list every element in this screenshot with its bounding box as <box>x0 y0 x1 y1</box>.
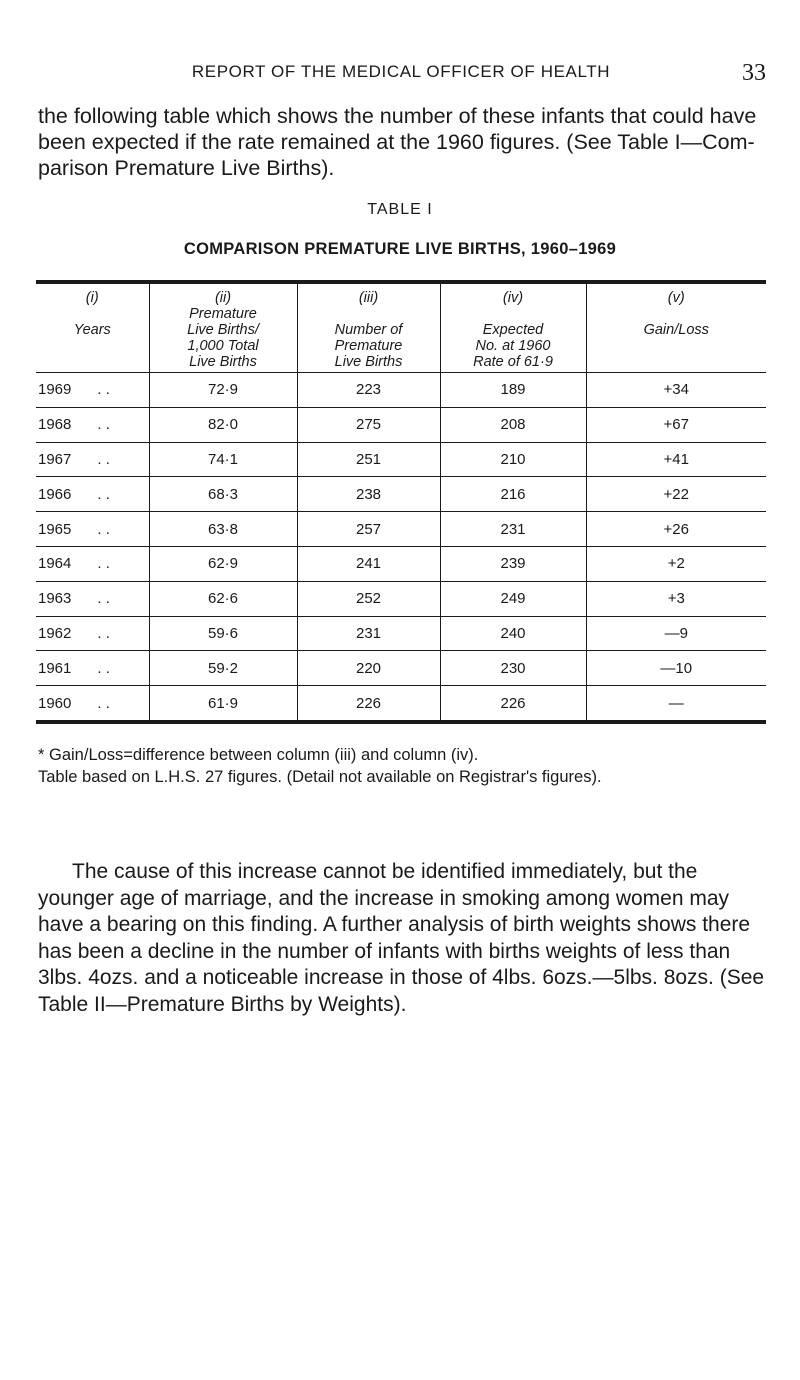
table-cell: 226 <box>297 686 440 722</box>
table-row <box>36 686 766 722</box>
table-row <box>36 407 766 442</box>
leader-dots: . . <box>97 416 110 434</box>
intro-paragraph: the following table which shows the number of these infants that could have been expected if the rate remained at the 1960 figures. (See Table I—Com-parison Premature Live Births). <box>38 104 757 180</box>
leader-dots: . . <box>97 520 110 538</box>
table-cell: +34 <box>586 373 766 408</box>
table-cell: 275 <box>297 407 440 442</box>
table-row <box>36 546 766 581</box>
column-header-gain-loss <box>586 282 766 373</box>
table-row <box>36 373 766 408</box>
table-row <box>36 651 766 686</box>
year-value: 1960 <box>38 694 72 712</box>
table-cell: 226 <box>440 686 586 722</box>
table-cell: 239 <box>440 546 586 581</box>
year-value: 1968 <box>38 416 72 434</box>
table-row <box>36 616 766 651</box>
table-cell: 223 <box>297 373 440 408</box>
table-cell: +2 <box>586 546 766 581</box>
year-cell <box>36 477 149 512</box>
year-cell <box>36 581 149 616</box>
column-header-years <box>36 282 149 373</box>
column-label: Number of Premature Live Births <box>334 322 403 370</box>
comparison-table <box>36 280 766 724</box>
year-cell <box>36 512 149 547</box>
table-cell: 231 <box>440 512 586 547</box>
table-cell: 216 <box>440 477 586 512</box>
year-value: 1964 <box>38 555 72 573</box>
table-cell: 72·9 <box>149 373 297 408</box>
year-value: 1965 <box>38 520 72 538</box>
year-value: 1961 <box>38 659 72 677</box>
table-cell: 241 <box>297 546 440 581</box>
column-number: (iii) <box>358 290 379 306</box>
table-body <box>36 373 766 722</box>
table-cell: 220 <box>297 651 440 686</box>
table-cell: 62·9 <box>149 546 297 581</box>
table-footnotes <box>38 744 766 788</box>
table-cell: 62·6 <box>149 581 297 616</box>
leader-dots: . . <box>97 694 110 712</box>
table-cell: 249 <box>440 581 586 616</box>
table-cell: +3 <box>586 581 766 616</box>
year-value: 1967 <box>38 450 72 468</box>
footnote-source: Table based on L.H.S. 27 figures. (Detail not available on Registrar's figures). <box>38 768 602 786</box>
table-row <box>36 581 766 616</box>
year-cell <box>36 651 149 686</box>
year-cell <box>36 407 149 442</box>
table-cell: 189 <box>440 373 586 408</box>
column-number: (i) <box>85 290 99 306</box>
year-cell <box>36 686 149 722</box>
closing-paragraph: The cause of this increase cannot be identified immediately, but the younger age of marriage, and the increase in smoking among women may have a bearing on this finding. A further analysis of birth weights shows there has been a decline in the number of infants with births weights of less than 3lbs. 4ozs. and a noticeable increase in those of 4lbs. 6ozs.—5lbs. 8ozs. (See Table II—Premature Births by Weights). <box>38 860 765 1016</box>
table-row <box>36 512 766 547</box>
leader-dots: . . <box>97 590 110 608</box>
year-value: 1963 <box>38 590 72 608</box>
year-value: 1966 <box>38 485 72 503</box>
table-header-row <box>36 282 766 373</box>
year-cell <box>36 616 149 651</box>
table-cell: 63·8 <box>149 512 297 547</box>
table-row <box>36 477 766 512</box>
table-cell: 82·0 <box>149 407 297 442</box>
table-cell: +26 <box>586 512 766 547</box>
year-value: 1962 <box>38 624 72 642</box>
table-cell: +67 <box>586 407 766 442</box>
leader-dots: . . <box>97 659 110 677</box>
table-title: TABLE I <box>367 201 433 218</box>
table-cell: 68·3 <box>149 477 297 512</box>
column-label: Years <box>73 322 111 338</box>
table-subtitle: COMPARISON PREMATURE LIVE BIRTHS, 1960–1969 <box>183 240 617 258</box>
table-cell: +22 <box>586 477 766 512</box>
table-cell: 252 <box>297 581 440 616</box>
column-number: (v) <box>667 290 685 306</box>
column-number: (iv) <box>502 290 524 306</box>
column-label: Gain/Loss <box>643 322 709 338</box>
leader-dots: . . <box>97 555 110 573</box>
column-label: Premature Live Births/ 1,000 Total Live Births <box>187 306 259 370</box>
table-cell: 61·9 <box>149 686 297 722</box>
running-head: REPORT OF THE MEDICAL OFFICER OF HEALTH <box>191 62 611 81</box>
table-row <box>36 442 766 477</box>
column-header-expected <box>440 282 586 373</box>
column-header-premature-rate <box>149 282 297 373</box>
comparison-table-container <box>36 280 766 724</box>
year-value: 1969 <box>38 381 72 399</box>
page-number: 33 <box>742 60 766 86</box>
table-cell: 257 <box>297 512 440 547</box>
table-cell: 231 <box>297 616 440 651</box>
table-cell: +41 <box>586 442 766 477</box>
footnote-gain-loss: * Gain/Loss=difference between column (iii) and column (iv). <box>38 746 479 764</box>
table-cell: 230 <box>440 651 586 686</box>
table-cell: 210 <box>440 442 586 477</box>
column-header-number-premature <box>297 282 440 373</box>
table-cell: 251 <box>297 442 440 477</box>
table-cell: 240 <box>440 616 586 651</box>
table-cell: 74·1 <box>149 442 297 477</box>
table-cell: 59·2 <box>149 651 297 686</box>
table-cell: —10 <box>586 651 766 686</box>
column-number: (ii) <box>214 290 232 306</box>
leader-dots: . . <box>97 485 110 503</box>
leader-dots: . . <box>97 450 110 468</box>
year-cell <box>36 546 149 581</box>
column-label: Expected No. at 1960 Rate of 61·9 <box>473 322 553 370</box>
leader-dots: . . <box>97 624 110 642</box>
table-cell: 208 <box>440 407 586 442</box>
table-cell: 238 <box>297 477 440 512</box>
year-cell <box>36 373 149 408</box>
leader-dots: . . <box>97 381 110 399</box>
table-cell: 59·6 <box>149 616 297 651</box>
year-cell <box>36 442 149 477</box>
table-cell: — <box>586 686 766 722</box>
table-cell: —9 <box>586 616 766 651</box>
